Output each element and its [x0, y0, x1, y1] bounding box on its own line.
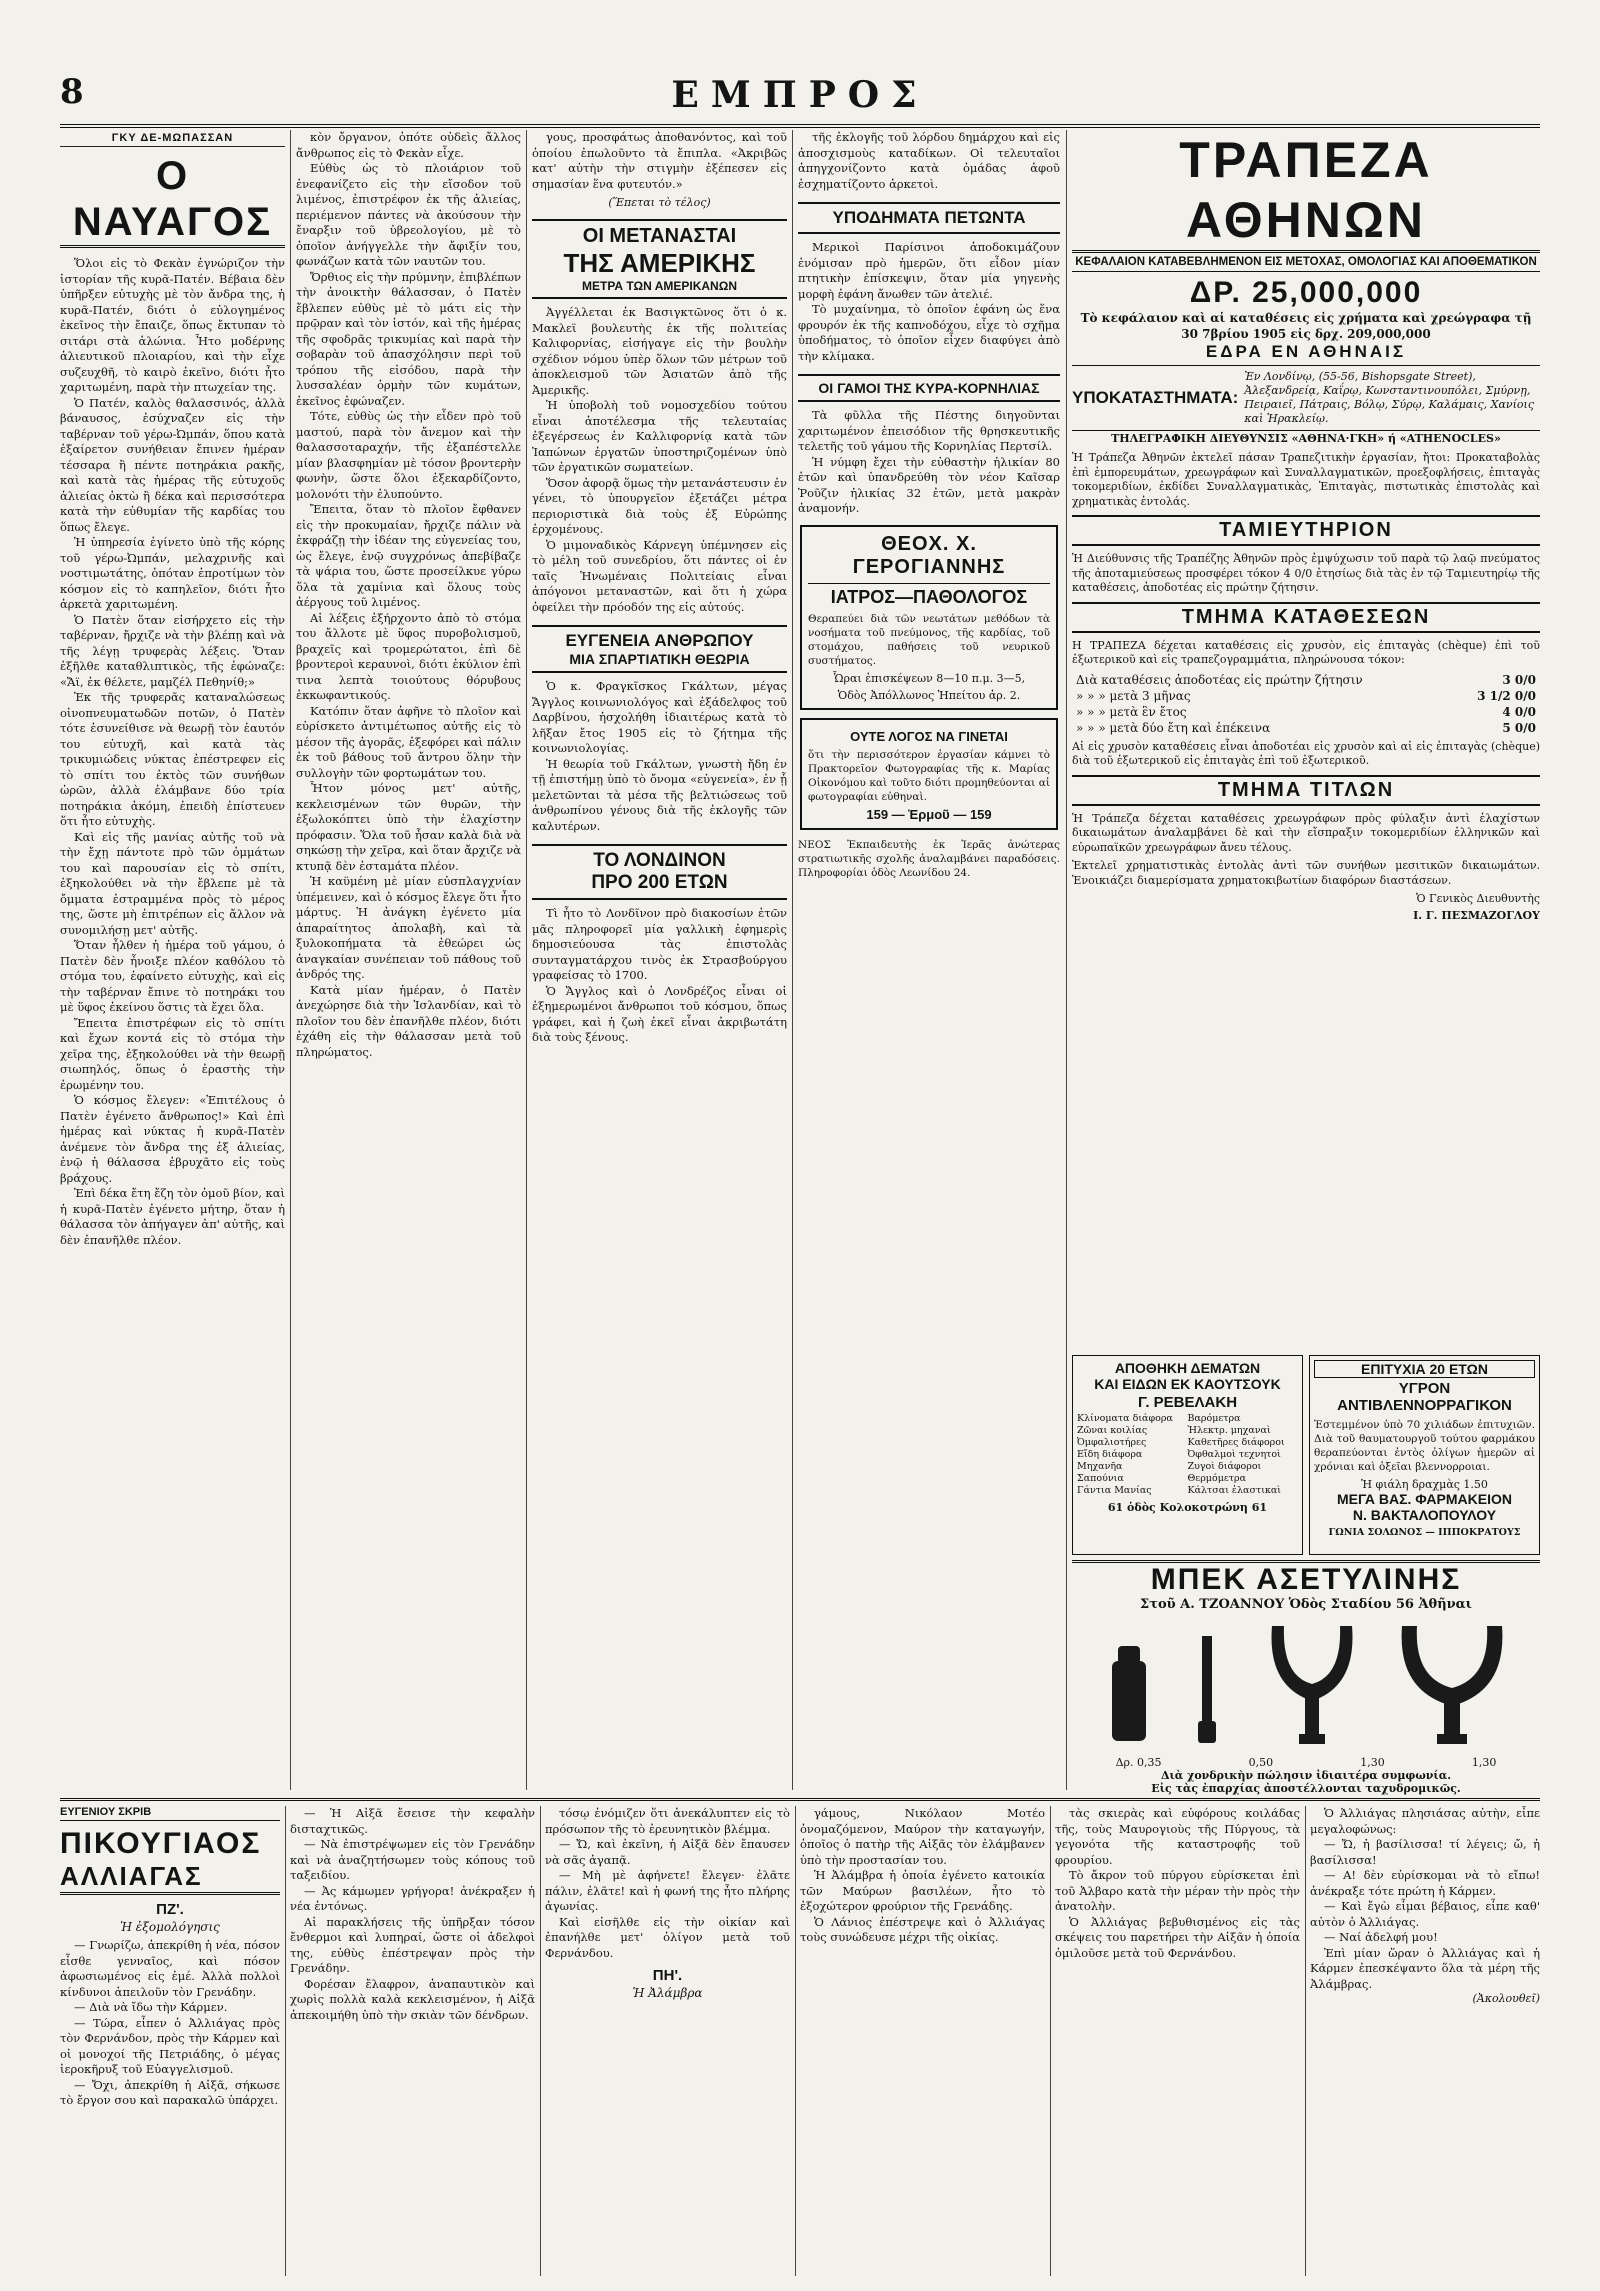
paragraph: Ἔπειτα, ὅταν τὸ πλοῖον ἔφθανεν εἰς τὴν προκυμαίαν, ἤρχιζε πάλιν νὰ ἐκφράζῃ τὴν ἰδέαν της εὐγενείας του, ὡς ἔλεγε, ἐνῷ συγχρόνως ἀπεβίβαζε τὰ ψάρια του, ὥστε προσείλκυε γύρω ὅλα τὰ χαμίνια καὶ ὅλους τοὺς ἀέργους τοῦ λιμένος. [296, 502, 521, 609]
column-rule [1050, 1806, 1051, 2276]
store-items [1077, 1413, 1298, 1497]
rate-value: 3 1/2 0/0 [1477, 688, 1536, 703]
headline-line: ΕΥΓΕΝΕΙΑ ΑΝΘΡΩΠΟΥ [565, 631, 754, 650]
pharmacy-price: Ἡ φιάλη δραχμὰς 1.50 [1361, 1478, 1488, 1491]
paragraph: — Μὴ μὲ ἀφήνετε! ἔλεγεν· ἐλᾶτε πάλιν, ἐλᾶτε! καὶ ἡ φωνή της ἦτο πλήρης ἀγωνίας. [545, 1868, 790, 1913]
paragraph: Ἐπὶ μίαν ὥραν ὁ Ἀλλιάγας καὶ ἡ Κάρμεν ἐπεσκέψαντο ὅλα τὰ μέρη τῆς Ἀλάμβρας. [1310, 1945, 1540, 1991]
feuilleton-title: ΠΙΚΟΥΓΙΑΟΣ [60, 1827, 262, 1860]
ads-row [1072, 1355, 1540, 1555]
store-owner: Γ. ΡΕΒΕΛΑΚΗ [1137, 1394, 1238, 1411]
paragraph: τὰς σκιερὰς καὶ εὐφόρους κοιλάδας τῆς, τοὺς Μαυρογιοὺς τῆς Πύργους, τὰ γεγονότα τῆς καταστροφῆς τοῦ φρουρίου. [1055, 1806, 1300, 1867]
deposits-heading: ΤΜΗΜΑ ΚΑΤΑΘΕΣΕΩΝ [1072, 602, 1540, 633]
paragraph: Καὶ εἰς τῆς μανίας αὐτῆς τοῦ νὰ τὴν ἔχῃ πάντοτε πρὸ τῶν ὀμμάτων του καὶ παρουσίαν εἰς τὸ σπίτι, ἐξηκολούθει νὰ τὴν ἔβλεπε μὲ τὰ ὄμματα ἐστραμμένα πρὸς τὸ μέρος της, ὥστε μὴ ἐπιτρέπων εἰς ἄλλον νὰ συνομιλήσῃ μετ' αὐτῆς. [60, 829, 285, 937]
bank-deposits-line: Τὸ κεφάλαιον καὶ αἱ καταθέσεις εἰς χρήματα καὶ χρεώγραφα τῇ 30 7βρίου 1905 εἰς δρχ. 209,000,000 [1080, 311, 1532, 341]
headline-wedding [798, 374, 1060, 402]
paragraph: Ὁ Ἀλλιάγας βεβυθισμένος εἰς τὰς σκέψεις του παρετήρει τὴν Αἰξᾶν ἡ ὁποία ὁμιλοῦσε μετὰ τοῦ Φερνάνδου. [1055, 1914, 1300, 1960]
exec-text: Ἐκτελεῖ χρηματιστικὰς ἐντολὰς ἀντὶ τῶν συνήθων μεσιτικῶν δικαιωμάτων. Ἐνοικιάζει διαμερίσματα χρηματοκιβωτίων διαφόρων διαστάσεων. [1072, 859, 1540, 887]
column-rule [1305, 1806, 1306, 2276]
pharmacy-text: Ἐστεμμένον ὑπὸ 70 χιλιάδων ἐπιτυχιῶν. Διὰ τοῦ θαυματουργοῦ τούτου φαρμάκου θεραπεύονται ἐντὸς ὀλίγων ἡμερῶν αἱ χρόνιαι καὶ ὀξεῖαι βλεννορροιαι. [1314, 1419, 1535, 1473]
paragraph: — Ναί ἀδελφή μου! [1324, 1930, 1438, 1944]
paragraph: — Καὶ ἔγὼ εἶμαι βέβαιος, εἶπε καθ' αὐτὸν ὁ Ἀλλιάγας. [1310, 1899, 1540, 1929]
branches-label: ΥΠΟΚΑΤΑΣΤΗΜΑΤΑ: [1072, 388, 1239, 407]
acetylene-ad [1072, 1560, 1540, 1793]
paragraph: — Ἡ Αἰξᾶ ἔσεισε τὴν κεφαλὴν δισταχτικῶς. [290, 1806, 535, 1836]
headline-line: ΜΕΤΡΑ ΤΩΝ ΑΜΕΡΙΚΑΝΩΝ [581, 279, 738, 293]
rate-row [1072, 672, 1540, 688]
paragraph: Ἐκ τῆς τρυφερᾶς καταναλώσεως οἰνοπνευματωδῶν ποτῶν, ὁ Πατὲν τότε ἐσυνείθισε νὰ θεωρῇ τὸν ἑαυτόν του εὐτυχῆ, καὶ κατὰ τὰς τρικυμιώδεις νύκτας ἐπέστρεφεν εἰς τὸ σπίτι του ἐκτὸς τῶν συνήθων ὡρῶν, ἀλλὰ ἐλάμβανε δύο τρία ποτηράκια ἀκόμη, ἐπειδὴ ἐπίστευεν ὅτι ἦτο εὐτυχὴς. [60, 690, 285, 828]
store-item: Γάντια Μανίας [1077, 1485, 1152, 1496]
bank-subtitle: ΚΕΦΑΛΑΙΟΝ ΚΑΤΑΒΕΒΛΗΜΕΝΟΝ ΕΙΣ ΜΕΤΟΧΑΣ, ΟΜΟΛΟΓΙΑΣ ΚΑΙ ΑΠΟΘΕΜΑΤΙΚΟΝ [1072, 253, 1540, 272]
acetylene-address: Στοῦ Α. ΤΖΟΑΝΝΟΥ Ὁδὸς Σταδίου 56 Ἀθῆναι [1140, 1597, 1472, 1612]
photo-ad-title: ΟΥΤΕ ΛΟΓΟΣ ΝΑ ΓΙΝΕΤΑΙ [850, 728, 1008, 744]
doctor-role: ΙΑΤΡΟΣ—ΠΑΘΟΛΟΓΟΣ [808, 583, 1050, 608]
paragraph: — Τώρα, εἶπεν ὁ Ἀλλιάγας πρὸς τὸν Φερνάνδον, πρὸς τὴν Κάρμεν καὶ οἱ μονοχοί τῆς Πετριάδης, ὁ μέγας ἱεροκῆρυξ τοῦ Εὐαγγελισμοῦ. [60, 2015, 280, 2076]
doctor-hours: Ὧραι ἐπισκέψεων 8—10 π.μ. 3—5, [832, 671, 1026, 685]
paragraph: Αἱ παρακλήσεις τῆς ὑπῆρξαν τόσον ἔνθερμοι καὶ λυπηραί, ὥστε οἱ ἀδελφοὶ της, εὐθὺς ἐπέστρεψαν πρὸς τὴν Γρενάδην. [290, 1914, 535, 1975]
paper-name: ΕΜΠΡΟΣ [671, 74, 929, 116]
rate-label: » » » μετὰ δύο ἔτη καὶ ἐπέκεινα [1076, 720, 1271, 735]
feuilleton-column-2 [290, 1806, 535, 2276]
doctor-address: Ὁδὸς Ἀπόλλωνος Ἡπείτου ἀρ. 2. [837, 688, 1021, 702]
column-rule [1066, 130, 1067, 1790]
column-rule [285, 1806, 286, 2276]
paragraph: — Γνωρίζω, ἀπεκρίθη ἡ νέα, πόσον εἶσθε γενναῖος, καὶ πόσον ἀφωσιωμένος εἰς ἐμέ. Ἀλλὰ πολλοὶ κίνδυνοι ἀπειλοῦν τὸν Γρενάδην. [60, 1938, 280, 1999]
rate-value: 4 0/0 [1502, 704, 1536, 719]
feuilleton-author: ΕΥΓΕΝΙΟΥ ΣΚΡΙΒ [60, 1806, 280, 1821]
headline-line: ΤΟ ΛΟΝΔΙΝΟΝ [593, 850, 726, 871]
savings-heading: ΤΑΜΙΕΥΤΗΡΙΟΝ [1072, 515, 1540, 546]
paragraph: Ὁ Λάνιος ἐπέστρεψε καὶ ὁ Ἀλλιάγας τοὺς συνώδευσε μέχρι τῆς οἰκίας. [800, 1914, 1045, 1944]
rate-label: » » » μετὰ 3 μῆνας [1076, 688, 1191, 703]
paragraph: Ὅλοι εἰς τὸ Φεκὰν ἐγνώριζον τὴν ἱστορίαν τῆς κυρᾶ-Πατέν. Βέβαια δὲν ὑπῆρξεν εὐτυχὴς μὲ τὸν ἄνδρα της, ἡ κυρᾶ-Πατέν, διότι ὁ εὐλογημένος ἐκεῖνος τὴν ἔπαιζε, ὅπως ἔκτυπαν τὸ σιτάρι στὰ ἁλώνια. Ἦτο μοδέρνης ἁλιευτικοῦ πλοιαρίου, καὶ τὴν εἶχε συζευχθῆ, τὸ καιρὸ ἐκεῖνο, διότι ἦτο χαριτωμένη, παρὰ τὴν πτωχείαν της. [60, 256, 285, 394]
headline-line: ΜΙΑ ΣΠΑΡΤΙΑΤΙΚΗ ΘΕΩΡΙΑ [569, 651, 750, 667]
paragraph: Ὅσον ἀφορᾷ ὅμως τὴν μετανάστευσιν ἐν γένει, τὸ ὑπουργεῖον ἐξετάζει μέτρα περιοριστικὰ διὰ τοὺς ἐξ Εὐρώπης ἐρχομένους. [532, 475, 787, 536]
burner-icon-large [1402, 1626, 1503, 1744]
paragraph: Φορέσαν ἔλαφρον, ἀναπαυτικὸν καὶ χωρὶς πολλὰ καλὰ κεκλεισμένον, ἡ Αἰξᾶ ἀπεκοιμήθη ὑπὸ τὴν σκιὰν τῶν δένδρων. [290, 1976, 535, 2022]
store-item: Μηχανῆα [1077, 1461, 1123, 1472]
feuilleton-column-3 [545, 1806, 790, 2276]
chapter-title: Ἡ ἐξομολόγησις [120, 1920, 220, 1934]
paragraph: Κατὰ μίαν ἡμέραν, ὁ Πατὲν ἀνεχώρησε διὰ τὴν Ἰσλανδίαν, καὶ τὸ πλοῖον του δὲν ἐπανῆλθε πλέον, διότι ἐχάθη εἰς τὴν θάλασσαν μετὰ τοῦ πληρώματος. [296, 982, 521, 1059]
pharmacy-name: ΜΕΓΑ ΒΑΣ. ΦΑΡΜΑΚΕΙΟΝ [1337, 1491, 1512, 1507]
photo-ad-address: 159 — Ἑρμοῦ — 159 [866, 806, 992, 822]
column-4 [798, 130, 1060, 1790]
store-title: ΑΠΟΘΗΚΗ ΔΕΜΑΤΩΝ [1114, 1360, 1261, 1376]
paragraph: Ἐπὶ δέκα ἔτη ἔζη τὸν ὁμοῦ βίον, καὶ ἡ κυρᾶ-Πατὲν ἐγένετο μήτηρ, ὅταν ἡ θάλασσα τὸν ἀπήγαγεν ἀπ' αὐτῆς, καὶ δὲν ἐπανῆλθε πλέον. [60, 1186, 285, 1247]
paragraph: Τὸ ἄκρον τοῦ πύργου εὑρίσκεται ἐπὶ τοῦ Ἀλβαρο κατὰ τὴν μέραν τὴν πρὸς τὴν ἀνατολὴν. [1055, 1868, 1300, 1913]
paragraph: Τὸ μυχαίνημα, τὸ ὁποῖον ἐφάνη ὡς ἕνα φρουρόν ἐκ τῆς καπνοδόχου, εἶχε τὸ σχῆμα ὑποδήματος, τὸ ὁποῖον εἶχεν διαφύγει ἀπὸ τὴν κλίμακα. [798, 302, 1060, 363]
feuilleton-column-4 [800, 1806, 1045, 2276]
pharmacy-owner: Ν. ΒΑΚΤΑΛΟΠΟΥΛΟΥ [1352, 1507, 1497, 1523]
column-3 [532, 130, 787, 1790]
feuilleton-column-5 [1055, 1806, 1300, 2276]
paragraph: — Ὤ, ἡ βασίλισσα! τί λέγεις; ὤ, ἡ βασίλισσα! [1310, 1837, 1540, 1867]
bank-capital: ΔΡ. 25,000,000 [1189, 276, 1423, 309]
headline-eugenics [532, 625, 787, 673]
headline-london [532, 844, 787, 900]
store-item: Καθετῆρες διάφοροι [1187, 1437, 1285, 1448]
burner-price: 1,30 [1471, 1756, 1497, 1769]
bank-branches [1072, 366, 1540, 431]
paragraph: Ὁ κόσμος ἔλεγεν: «Ἐπιτέλους ὁ Πατὲν ἐγένετο ἄνθρωπος!» Καὶ ἐπὶ ἡμέρας καὶ νύκτας ἡ κυρᾶ-Πατὲν ἀνέμενε τὸν ἄνδρα της ἐξ ἁλιείας, ἐνῷ ἡ θάλασσα ἐβρυχᾶτο εἰς τοὺς βράχους. [60, 1093, 285, 1185]
paragraph: Ὄρθιος εἰς τὴν πρύμνην, ἐπιβλέπων τὴν ἀνοικτὴν θάλασσαν, ὁ Πατὲν ἔβλεπεν εὐθὺς μὲ τὸ μάτι εἰς τὴν πρῷραν καὶ τὸν ἱστόν, καὶ τῆς ἡμέρας τῆς σφοδρᾶς τρικυμίας καὶ παρὰ τὴν σοβαρὰν τοῦ ἀπασχόλησιν περὶ τοῦ τρόπου τῆς εἰσόδου, παρὰ τὴν λυσσαλέαν ὁρμὴν τῶν κυμάτων, ἐκεῖνος ἐφώναζεν. [296, 269, 521, 408]
paragraph: Τότε, εὐθὺς ὡς τὴν εἶδεν πρὸ τοῦ μαστού, παρὰ τὸν ἄνεμον καὶ τὴν θαλασσοταραχήν, τῆς ἐξαπέστελλε μίαν βλασφημίαν μὲ τόσον βροντερὴν φωνὴν, ὥστε ὅλοι ἐξεκαρδίζοντο, μολονότι τὴν ἐλυπούντο. [296, 409, 521, 501]
headline-emigrants [532, 219, 787, 299]
column-rule [290, 130, 291, 1790]
headline-line: ΠΡΟ 200 ΕΤΩΝ [591, 872, 728, 893]
feuilleton-subtitle: ΑΛΛΙΑΓΑΣ [60, 1861, 280, 1895]
burners-svg [1072, 1616, 1540, 1756]
paragraph: Μερικοὶ Παρίσινοι ἀποδοκιμάζουν ἐνόμισαν πρὸ ἡμερῶν, ὅτι εἶδον μίαν πτητικὴν ἐπίσκεψιν, ὅταν μία γηγενὴς μορφὴ ἐφάνη ἄνωθεν τῶν ἀτελιέ. [798, 240, 1060, 301]
headline-line: ΟΙ ΓΑΜΟΙ ΤΗΣ ΚΥΡΑ-ΚΟΡΝΗΛΙΑΣ [818, 380, 1040, 396]
paragraph: Ὁ Ἄγγλος καὶ ὁ Λονδρέζος εἶναι οἱ ἐξημερωμένοι ἄνθρωποι τοῦ κόσμου, ὅπως γράφει, καὶ ἡ ζωὴ ἐκεῖ εἶναι ἀκριβωτάτη διὰ τοὺς ξένους. [532, 983, 787, 1044]
column-rule [540, 1806, 541, 2276]
burner-illustrations [1072, 1616, 1540, 1756]
rubber-store-ad [1072, 1355, 1303, 1555]
paragraph: Ὁ μιμοναδικὸς Κάρνεγη ὑπέμνησεν εἰς τὸ μέλη τοῦ συνεδρίου, ὅτι πάντες οἱ ἐν ταῖς Ἡνωμέναις Πολιτείαις εἶναι ἀπόγονοι μεταναστῶν, καὶ ὅτι ἡ χώρα ὀφείλει τὴν πρόοδόν της εἰς αὐτούς. [532, 537, 787, 614]
teacher-ad: ΝΕΟΣ Ἐκπαιδευτὴς ἐκ Ἱερᾶς ἀνώτερας στρατιωτικῆς σχολῆς ἀναλαμβάνει παραδόσεις. Πληροφορίαι ὁδὸς Λεωνίδου 24. [798, 838, 1060, 879]
signature-name: Ι. Γ. ΠΕΣΜΑΖΟΓΛΟΥ [1413, 909, 1540, 922]
doctor-ad [800, 525, 1058, 710]
column-rule [795, 1806, 796, 2276]
acetylene-note: Εἰς τὰς ἐπαρχίας ἀποστέλλονται ταχυδρομικῶς. [1151, 1782, 1461, 1795]
paragraph: Ὅταν ἦλθεν ἡ ἡμέρα τοῦ γάμου, ὁ Πατὲν δὲν ἦνοιξε πλέον καθόλου τὸ στόμα του, ἐφαίνετο εὐτυχὴς, καὶ εἰς τὴν ταβέρναν ἔπινε τὸ ποτηράκι του μὲ ὕφος ἐκείνου ὅστις τὰ ἔχει ὅλα. [60, 938, 285, 1014]
paragraph: Ἡ ὑπηρεσία ἐγίνετο ὑπὸ τῆς κόρης τοῦ γέρω-Ὠμπάν, μελαχρινῆς καὶ νοστιμωτάτης, ὁπόταν ἐπροτίμων τὸν κόσμον εἰς τὸ καπηλεῖον, διότι ἦτο ἀρκετὰ χαριτωμένη. [60, 535, 285, 611]
paragraph: γους, προσφάτως ἀποθανόντος, καὶ τοῦ ὁποίου ἐπωλοῦντο τὰ ἔπιπλα. «Ἀκριβῶς κατ' αὐτὴν τὴν στιγμὴν ἐξέπεσεν εἰς σημασίαν ἕνα φυτευτόν.» [532, 130, 787, 191]
acetylene-note: Διὰ χονδρικὴν πώλησιν ἰδιαιτέρα συμφωνία. [1160, 1769, 1452, 1782]
savings-text: Ἡ Διεύθυνσις τῆς Τραπέζης Ἀθηνῶν πρὸς ἐμψύχωσιν τοῦ παρὰ τῷ λαῷ πνεύματος τῆς ἀποταμιεύσεως προσφέρει τόκον 4 0/0 ἐτησίως διὰ τὰς ἐν τῷ Ταμιευτηρίῳ τῆς καταθέσεις, ἀποδοτέας εἰς πρώτην ζήτησιν. [1072, 552, 1540, 594]
paragraph: Αἱ λέξεις ἐξήρχοντο ἀπὸ τὸ στόμα του ἄλλοτε μὲ ὕφος πυροβολισμοῦ, βραχεῖς καὶ τρομερώτατοι, ἐπὶ δὲ βροντεροὶ κεραυνοὶ, διότι ἐκύλιον ἐπὶ τινα λεπτὰ τοιούτους θόρυβους ἐκκωφαντικούς. [296, 610, 521, 702]
headline-line: ΤΗΣ ΑΜΕΡΙΚΗΣ [563, 248, 756, 278]
rate-row [1072, 688, 1540, 704]
rates-table [1072, 672, 1540, 736]
store-item: Κάλτσαι ἐλαστικαὶ [1187, 1485, 1282, 1496]
paragraph: γάμους, Νικόλαον Μοτέο ὀνομαζόμενον, Μαύρον τὴν καταγωγήν, ὁποῖος ὁ πατὴρ τῆς Αἰξᾶς τὸν ἐλάμβανεν ὑπὸ τὴν προστασίαν του. [800, 1806, 1045, 1867]
paragraph: Ὁ κ. Φραγκῖσκος Γκάλτων, μέγας Ἄγγλος κοινωνιολόγος καὶ ἐξάδελφος τοῦ Δαρβίνου, ἠσχολήθη ἰδιαιτέρως κατὰ τὸ λῆξαν ἔτος 1905 εἰς τὸ ζήτημα τῆς κοινωνιολογίας. [532, 679, 787, 755]
column-1 [60, 130, 285, 1790]
store-item: Ὀμφαλιοτήρες [1077, 1437, 1147, 1448]
bank-ad [1072, 130, 1540, 1350]
paragraph: Κατόπιν ὅταν ἀφῆνε τὸ πλοῖον καὶ εὑρίσκετο ἀντιμέτωπος αὐτῆς εἰς τὸ μέσον τῆς ἀγορᾶς, ἐξεφόρει καὶ πάλιν ἐκ τοῦ βάθους τοῦ ἄντρου ὅλην τὴν συλλογὴν τῶν φορτωμάτων του. [296, 703, 521, 780]
paragraph: Ἡ καϋμένη μὲ μίαν εὐσπλαγχνίαν ὑπέμεινεν, καὶ ὁ κόσμος ἔλεγε ὅτι ἦτο μάρτυς. Ἡ ἀνάγκη ἐγένετο μία ἀπαραίτητος ἀπολαβὴ, καὶ τὰ ξυλοκοπήματα τὰ ἐθεώρει ὡς ἀναγκαίαν συνέπειαν τοῦ πάθους τοῦ ἀνδρός της. [296, 874, 521, 981]
paragraph: — Ἀς κάμωμεν γρήγορα! ἀνέκραξεν ἡ νέα ἐντόνως. [290, 1883, 535, 1913]
column-rule [792, 130, 793, 1790]
bank-intro: Ἡ Τράπεζα Ἀθηνῶν ἐκτελεῖ πάσαν Τραπεζιτικὴν ἐργασίαν, ἤτοι: Προκαταβολὰς ἐπὶ ἐμπορευμάτων, χρεωγράφων καὶ Συναλλαγματικῶν, προεξοφλήσεις, ἐπιταγὰς τοκομεριδίων, ἐκδίδει Συναλλαγματικὰς, Ἐπιταγὰς, πιστωτικὰς ἐπιστολὰς καὶ χρηματικὰς ἐντολάς. [1072, 451, 1540, 508]
bank-headquarters: ΕΔΡΑ ΕΝ ΑΘΗΝΑΙΣ [1072, 342, 1540, 366]
paragraph: Ἔπειτα ἐπιστρέφων εἰς τὸ σπίτι καὶ ἔχων κοντά εἰς τὸ στόμα τὴν χεῖρα της, ἐξηκολούθει νὰ τὴν θεωρῇ σιωπηλός, ὅπως ὁ ἐραστὴς τὴν ἐρωμένην του. [60, 1015, 285, 1092]
masthead [60, 72, 1540, 128]
chapter-title: Ἡ Ἀλάμβρα [632, 1986, 703, 2000]
paragraph: τόσῳ ἐνόμιζεν ὅτι ἀνεκάλυπτεν εἰς τὸ πρόσωπον τῆς τὸ ἐρευνητικὸν βλέμμα. [545, 1806, 790, 1836]
headline-line: ΥΠΟΔΗΜΑΤΑ ΠΕΤΩΝΤΑ [832, 208, 1026, 227]
burner-price: Δρ. 0,35 [1115, 1756, 1162, 1769]
column-rule [526, 130, 527, 1790]
paragraph: — Ὤ, καὶ ἐκεῖνη, ἡ Αἰξᾶ δὲν ἔπαυσεν νὰ σᾶς ἀγαπᾷ. [545, 1837, 790, 1867]
burner-icon-medium [1198, 1636, 1216, 1743]
pharmacy-product: ΥΓΡΟΝ ΑΝΤΙΒΛΕΝΝΟΡΡΑΓΙΚΟΝ [1337, 1380, 1512, 1414]
paragraph: — Ὄχι, ἀπεκρίθη ἡ Αἰξᾶ, σήκωσε τὸ ἔργον σου καὶ παρακαλῶ ὑπάρχει. [60, 2077, 280, 2107]
paragraph: κὸν ὄργανον, ὁπότε οὐδεὶς ἄλλος ἄνθρωπος εἰς τὸ Φεκὰν εἶχε. [296, 130, 521, 160]
burner-prices [1072, 1756, 1540, 1769]
rate-value: 5 0/0 [1502, 720, 1536, 735]
paragraph: Ἡ θεωρία τοῦ Γκάλτων, γνωστὴ ἤδη ἐν τῇ ἐπιστήμῃ ὑπὸ τὸ ὄνομα «εὐγενεία», ἐν ᾗ μελετῶνται τὰ μέσα τῆς βελτιώσεως τοῦ ἀνθρωπίνου γένους διὰ τῆς ἐκλογῆς τῶν καλυτέρων. [532, 756, 787, 833]
store-item: Ζῶναι κοιλίας [1077, 1425, 1148, 1436]
photo-ad-text: ὅτι τὴν περισσότερον ἐργασίαν κάμνει τὸ Πρακτορεῖον Φωτογραφίας τῆς κ. Μαρίας Οἰκονόμου καὶ τοῦτο διότι προμηθεύονται αἱ φωτογραφίαι εὐθηναὶ. [808, 748, 1050, 803]
headline-line: ΟΙ ΜΕΤΑΝΑΣΤΑΙ [582, 225, 737, 247]
rate-value: 3 0/0 [1502, 672, 1536, 687]
store-address: 61 ὁδὸς Κολοκοτρώνη 61 [1107, 1501, 1268, 1514]
feuilleton-column-1 [60, 1806, 280, 2276]
doctor-text: Θεραπεύει διὰ τῶν νεωτάτων μεθόδων τὰ νοσήματα τοῦ πνεύμονος, τῆς καρδίας, τοῦ στομάχου, παθήσεις τοῦ νευρικοῦ συστήματος. [808, 612, 1050, 667]
deposits-text: Η ΤΡΑΠΕΖΑ δέχεται καταθέσεις εἰς χρυσὸν, εἰς ἐπιταγὰς (chèque) ἐπὶ τοῦ ἐξωτερικοῦ καὶ εἰς τραπεζογραμμάτια, πληρώνουσα τόκον: [1072, 638, 1540, 666]
headline-flying-shoes [798, 202, 1060, 234]
paragraph: Ἡ ὑποβολὴ τοῦ νομοσχεδίου τούτου εἶναι ἀποτέλεσμα τῆς τελευταίας ἐξεγέρσεως ἐν Καλλιφορνίᾳ κατὰ τῶν Ἰαπώνων ἐργατῶν ὑποστηριζομένων ὑπὸ τῶν ἐργατικῶν σωματείων. [532, 398, 787, 474]
acetylene-title: ΜΠΕΚ ΑΣΕΤΥΛΙΝΗΣ [1150, 1563, 1462, 1596]
bank-telegraph: ΤΗΛΕΓΡΑΦΙΚΗ ΔΙΕΥΘΥΝΣΙΣ «ΑΘΗΝΑ·ΓΚΗ» ή «ATHENOCLES» [1111, 432, 1501, 445]
paragraph: Ἀγγέλλεται ἐκ Βασιγκτῶνος ὅτι ὁ κ. Μακλεϊ βουλευτὴς ἐκ τῆς πολιτείας Καλιφορνίας, εἰσήγαγε εἰς τὴν βουλὴν σχέδιον νόμου ὑπὲρ ὅλων τῶν μέτρων τοῦ ἀποκλεισμοῦ τῶν Ἀσιατῶν ἀπὸ τῆς Ἀμερικῆς. [532, 305, 787, 397]
branches-list: Ἐν Λονδίνῳ, (55-56, Bishopsgate Street), Ἀλεξανδρείᾳ, Καΐρῳ, Κωνσταντινουπόλει, Σμύρνῃ, Πειραιεῖ, Πάτραις, Βόλῳ, Σύρῳ, Καλάμαις, Χανίοις καὶ Ἡρακλείῳ. [1244, 370, 1535, 425]
store-item: Θερμόμετρα [1187, 1473, 1247, 1484]
store-item: Ζυγοὶ διάφοροι [1187, 1461, 1262, 1472]
feuilleton-column-6 [1310, 1806, 1540, 2276]
store-item: Ὀφθαλμοὶ τεχνητοὶ [1187, 1449, 1281, 1460]
store-item: Κλίνοματα διάφορα [1077, 1413, 1173, 1424]
burner-icon-small [1112, 1646, 1146, 1741]
securities-text: Ἡ Τράπεζα δέχεται καταθέσεις χρεωγράφων πρὸς φύλαξιν ἀντὶ ἐλαχίστων δικαιωμάτων ἀναλαμβάνει δὲ καὶ τὴν εἴσπραξιν τοκομεριδίων ἑλληνικῶν καὶ εὐρωπαϊκῶν χρεωγράφων ἄνευ τέλους. [1072, 811, 1540, 854]
page-number: 8 [60, 72, 84, 112]
paragraph: Ὁ Ἀλλιάγας πλησιάσας αὐτὴν, εἶπε μεγαλοφώνως: [1310, 1806, 1540, 1836]
store-item: Ἠλεκτρ. μηχαναὶ [1187, 1425, 1271, 1436]
rate-row [1072, 720, 1540, 736]
paragraph: Εὐθὺς ὡς τὸ πλοιάριον τοῦ ἐνεφανίζετο εἰς τὴν εἴσοδον τοῦ λιμένος, ἐπιστρέφον ἐκ τῆς ἁλιείας, περιέμενον πάντες νὰ ἀκούσουν τὴν ἔναρξιν τοῦ ὑβρεολογίου, μὲ τὸ ὁποῖον ἀνήγγελλε τὴν ἄφιξίν του, φωνάζων κατὰ τῶν ναυτῶν του. [296, 161, 521, 268]
pharmacy-address: ΓΩΝΙΑ ΣΟΛΩΝΟΣ — ΙΠΠΟΚΡΑΤΟΥΣ [1328, 1527, 1521, 1538]
chapter-number: ΠΖ'. [156, 1901, 184, 1918]
paragraph: — Α! δὲν εὑρίσκομαι νὰ τὸ εἴπω! ἀνέκραξε τότε πρώτη ἡ Κάρμεν. [1310, 1868, 1540, 1898]
store-item: Εἴδη διάφορα [1077, 1449, 1143, 1460]
burner-icon-fork [1272, 1626, 1353, 1744]
doctor-name: ΘΕΟΧ. Χ. ΓΕΡΟΓΙΑΝΝΗΣ [852, 532, 1006, 578]
store-subtitle: ΚΑΙ ΕΙΔΩΝ ΕΚ ΚΑΟΥΤΣΟΥΚ [1094, 1376, 1281, 1392]
paragraph: Καὶ εἰσῆλθε εἰς τὴν οἰκίαν καὶ ἐπανήλθε μετ' ὀλίγον μετὰ τοῦ Φερνάνδου. [545, 1914, 790, 1960]
paragraph: Ὁ Πατέν, καλὸς θαλασσινός, ἀλλὰ βάναυσος, ἐσύχναζεν εἰς τὴν ταβέρναν τοῦ γέρω-Ὠμπάν, ὅπου κατὰ ἐξαίρετον συνήθειαν ἔπινεν ἡμέραν τέσσαρα ἢ πέντε ποτηράκια ρακῆς, καὶ κατὰ τὰς ἡμέρας τῆς εὐτυχοῦς ἁλιείας ὀκτὼ ἢ δέκα καὶ περισσότερα κατὰ τὴν εὐθυμίαν τῆς καρδίας του ὅπως ἔλεγε. [60, 395, 285, 534]
paragraph: Ἡ νύμφη ἔχει τὴν εὐθαστὴν ἡλικίαν 80 ἐτῶν καὶ ὑπανδρεύθη τὸν νέον Καῖσαρ Ῥοῦζιν ἡλικίας 32 ἐτῶν, μετὰ μακρὰν ἀναμονήν. [798, 454, 1060, 515]
paragraph: τῆς ἐκλογῆς τοῦ λόρδου δημάρχου καὶ εἰς ἀποσχισμοὺς καταδίκων. Οἱ τελευταῖοι ἀπηγχονίζοντο κατὰ ὁμάδας ἀφοῦ ἐσχηματίζοντο ἀρκετοὶ. [798, 130, 1060, 191]
pharmacy-ad [1309, 1355, 1540, 1555]
story-author: ΓΚΥ ΔΕ-ΜΩΠΑΣΣΑΝ [60, 130, 285, 147]
securities-heading: ΤΜΗΜΑ ΤΙΤΛΩΝ [1072, 775, 1540, 806]
paragraph: Τὶ ἦτο τὸ Λονδῖνον πρὸ διακοσίων ἐτῶν μᾶς πληροφορεῖ μία γαλλικὴ ἐφημερὶς δημοσιεύουσα τὰς ἐπιστολὰς συνταγματάρχου τινὸς ἐκ Στρασβούργου γραφείσας τὸ 1700. [532, 906, 787, 982]
paragraph: Τὰ φῦλλα τῆς Πέστης διηγοῦνται χαριτωμένον ἐπεισόδιον τῆς θρησκευτικῆς τελετῆς τοῦ γάμου τῆς Κορνηλίας Περτσίλ. [798, 408, 1060, 453]
burner-price: 0,50 [1248, 1756, 1274, 1769]
rate-row [1072, 704, 1540, 720]
store-item: Σαπούνια [1077, 1473, 1124, 1484]
rate-label: Διὰ καταθέσεις ἀποδοτέας εἰς πρώτην ζήτησιν [1076, 672, 1363, 687]
rate-label: » » » μετὰ ἓν ἔτος [1076, 704, 1187, 719]
gold-deposits-text: Αἱ εἰς χρυσὸν καταθέσεις εἶναι ἀποδοτέαι εἰς χρυσὸν καὶ αἱ εἰς ἐπιταγὰς (chèque) διὰ τοῦ ἐξωτερικοῦ εἰς ἐπιταγὰς ἐπὶ τοῦ ἐξωτερικοῦ. [1072, 739, 1540, 767]
paragraph: Ἡ Ἀλάμβρα ἡ ὁποία ἐγένετο κατοικία τῶν Μαύρων βασιλέων, ἦτο τὸ ἐξοχώτερον φρούριον τῆς Γρενάδης. [800, 1868, 1045, 1913]
pharmacy-badge: ΕΠΙΤΥΧΙΑ 20 ΕΤΩΝ [1314, 1360, 1535, 1378]
feuilleton-rule [60, 1798, 1540, 1801]
story-title: Ο ΝΑΥΑΓΟΣ [60, 153, 285, 248]
continued-note: (Ἕπεται τὸ τέλος) [608, 196, 711, 209]
paragraph: Ἦτον μόνος μετ' αὐτῆς, κεκλεισμένων τῶν θυρῶν, τὴν ἐξωλοκόπτει ὑπὸ τὴν ἐλαχίστην πρόφασιν. Ὅλα τοῦ ἦσαν καλὰ διὰ νὰ σηκώσῃ τὴν χεῖρα, καὶ ὅταν ἄρχιζε νὰ κτυπᾷ δὲν ἐσταμάτα πλέον. [296, 781, 521, 873]
paragraph: — Διὰ νὰ ἴδω τὴν Κάρμεν. [74, 2000, 228, 2014]
paragraph: — Νὰ ἐπιστρέψωμεν εἰς τὸν Γρενάδην καὶ νὰ ἀναζητήσωμεν τοὺς κόπους τοῦ ταξειδίου. [290, 1837, 535, 1882]
store-item: Βαρόμετρα [1187, 1413, 1241, 1424]
signature-role: Ὁ Γενικὸς Διευθυντὴς [1416, 892, 1540, 905]
paragraph: Ὁ Πατὲν ὅταν εἰσήρχετο εἰς τὴν ταβέρναν, ἤρχιζε νὰ τὴν βλέπῃ καὶ νὰ τῆς λέγῃ τρυφερὰς λέξεις. Ὅταν ἐξῆλθε καταθλιπτικὸς, τῆς ἐφώναζε: «Ἄϊ, ἐκ θέλετε, μαμζέλ Πεθηνίθ;» [60, 612, 285, 689]
bank-title: ΤΡΑΠΕΖΑ ΑΘΗΝΩΝ [1072, 130, 1540, 253]
photo-ad [800, 718, 1058, 830]
column-2 [296, 130, 521, 1790]
continued-note: (Ἀκολουθεῖ) [1472, 1992, 1540, 2005]
burner-price: 1,30 [1360, 1756, 1385, 1769]
chapter-number: ΠΗ'. [652, 1967, 683, 1984]
